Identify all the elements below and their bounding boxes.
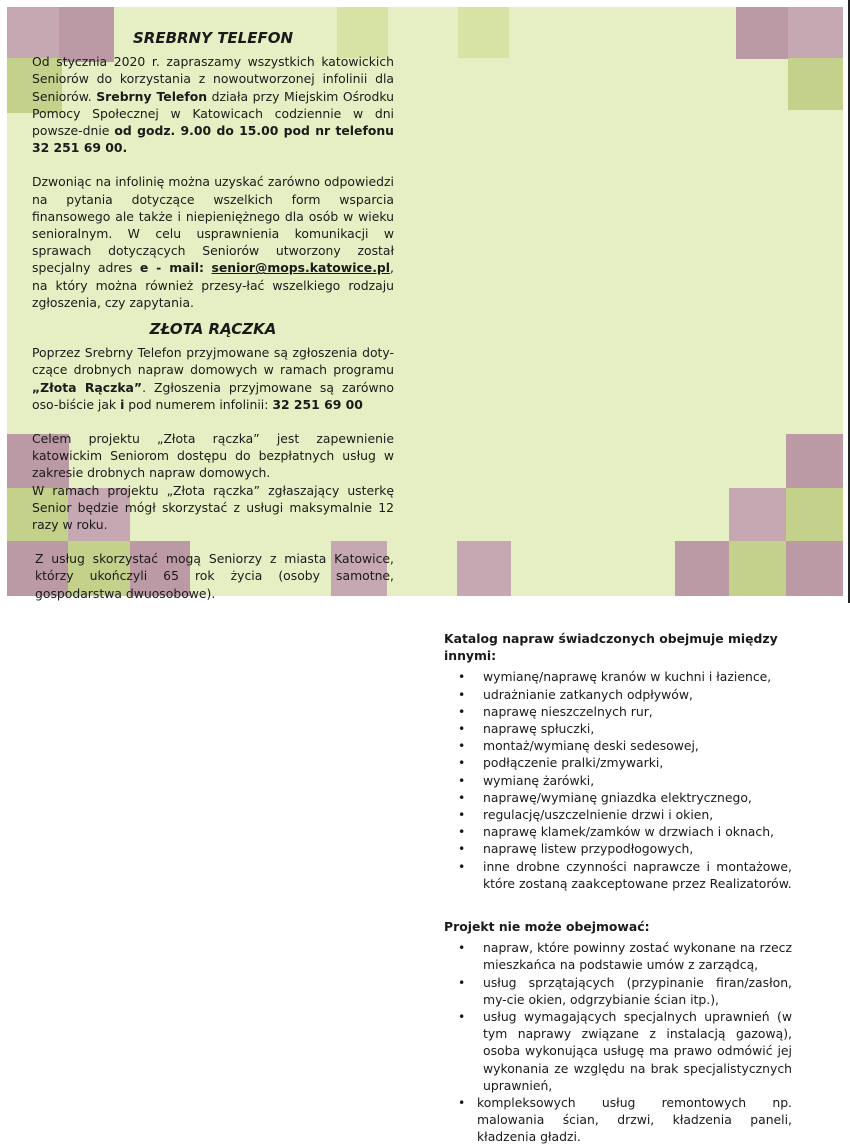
list-item — [444, 737, 792, 754]
list-repairs — [444, 668, 792, 892]
decor-square — [786, 434, 843, 488]
item-text: podłączenie pralki/zmywarki, — [483, 755, 664, 771]
bullet-icon: • — [458, 738, 466, 754]
item-text: montaż/wymianę deski sedesowej, — [483, 738, 699, 754]
right-column — [444, 630, 792, 1146]
bullet-icon: • — [458, 1094, 466, 1110]
paragraph-eligibility: Z usług skorzystać mogą Seniorzy z miasta Katowice, którzy ukończyli 65 rok życia (osoby samotne, gospodarstwa dwuosobowe). — [35, 551, 394, 601]
item-text: napraw, które powinny zostać wykonane na rzecz mieszkańca na podstawie umów z zarządcą, — [483, 940, 792, 973]
bold-text: e - mail: — [139, 260, 204, 276]
decor-square — [788, 7, 843, 59]
item-text: usług sprzątających (przypinanie firan/zasłon, my-cie okien, odgrzybianie ścian itp.), — [483, 974, 792, 1007]
list-item — [444, 939, 792, 973]
hours-phone-text: od godz. 9.00 do 15.00 pod nr telefonu 32 251 69 00. — [32, 123, 395, 156]
list-item — [444, 858, 792, 892]
item-text: naprawę klamek/zamków w drzwiach i oknach, — [483, 824, 774, 840]
item-text: naprawę/wymianę gniazdka elektrycznego, — [483, 789, 752, 805]
list-item — [444, 840, 792, 857]
bullet-icon: • — [458, 755, 466, 771]
title-srebrny-telefon: SREBRNY TELEFON — [132, 29, 294, 47]
list-item — [444, 789, 792, 806]
bullet-icon: • — [458, 974, 466, 990]
paragraph-limit: W ramach projektu „Złota rączka” zgłaszający usterkę Senior będzie mógł skorzystać z usługi maksymalnie 12 razy w roku. — [32, 482, 394, 533]
list-item — [444, 1008, 792, 1094]
heading-exclusions: Projekt nie może obejmować: — [444, 918, 650, 934]
item-text: kompleksowych usług remontowych np. malowania ścian, drzwi, kładzenia paneli, kładzenia gładzi. — [477, 1094, 792, 1145]
space — [204, 260, 212, 275]
bullet-icon: • — [458, 824, 466, 840]
text: . Zgłoszenia przyjmowane są zarówno oso-biście jak — [32, 379, 395, 412]
paragraph-infoline — [32, 173, 394, 311]
item-text: inne drobne czynności naprawcze i montażowe, które zostaną zaakceptowane przez Realizatorów. — [483, 858, 792, 891]
list-exclusions — [444, 939, 792, 1145]
bullet-icon: • — [458, 789, 466, 805]
bullet-icon: • — [458, 806, 466, 822]
list-item — [444, 703, 792, 720]
heading-catalog: Katalog napraw świadczonych obejmuje między innymi: — [444, 630, 778, 664]
left-column — [32, 30, 394, 602]
list-item — [444, 974, 792, 1008]
text: działa przy Miejskim Ośrodku Pomocy Społecznej w Katowicach codziennie w dni powsze-dnie — [32, 88, 395, 139]
decor-square — [786, 541, 843, 596]
text: Dzwoniąc na infolinię można uzyskać zarówno odpowiedzi na pytania dotyczące wszelkich form wsparcia finansowego ale także i niepieniężnego dla osób w wieku senioralnym. W celu usprawnienia komunikacji w sprawach dotyczących Seniorów utworzony został specjalny adres — [32, 174, 394, 276]
decor-square — [729, 541, 786, 596]
list-item — [444, 823, 792, 840]
list-item — [444, 806, 792, 823]
bullet-icon: • — [458, 1008, 466, 1024]
bullet-icon: • — [458, 841, 466, 857]
bold-text: „Złota Rączka” — [32, 379, 143, 395]
item-text: wymianę żarówki, — [483, 772, 595, 788]
bullet-icon: • — [458, 686, 466, 702]
text: pod numerem infolinii: — [124, 396, 273, 412]
bullet-icon: • — [458, 703, 466, 719]
item-text: naprawę spłuczki, — [483, 720, 595, 736]
decor-square — [729, 488, 786, 542]
title-zlota-raczka: ZŁOTA RĄCZKA — [149, 320, 277, 339]
bullet-icon: • — [458, 720, 466, 736]
phone-number: 32 251 69 00 — [272, 396, 363, 412]
paragraph-program — [32, 344, 394, 413]
item-text: regulację/uszczelnienie drzwi i okien, — [483, 806, 714, 822]
item-text: usług wymagających specjalnych uprawnień (w tym naprawy związane z instalacją gazową), osoba wykonująca usługę ma prawo odmówić jej wykonania ze względu na brak specjalistycznych uprawnień, — [483, 1008, 792, 1093]
item-text: naprawę listew przypodłogowych, — [483, 841, 694, 857]
bullet-icon: • — [458, 858, 466, 874]
decor-square — [736, 7, 789, 59]
decor-square — [457, 541, 511, 596]
text: , na który można również przesy-łać wszelkiego rodzaju zgłoszenia, czy zapytania. — [32, 260, 394, 310]
item-text: udrażnianie zatkanych odpływów, — [483, 686, 693, 702]
decor-square — [788, 58, 843, 110]
text: Od stycznia 2020 r. zapraszamy wszystkich katowickich Seniorów do korzystania z nowoutworzonej infolinii dla Seniorów. — [32, 54, 394, 104]
decor-square — [675, 541, 730, 596]
bold-text: i — [120, 396, 125, 412]
bold-text: Srebrny Telefon — [96, 88, 208, 104]
list-item — [444, 686, 792, 703]
decor-square — [458, 7, 509, 58]
list-item — [444, 1094, 792, 1146]
decor-square — [786, 488, 843, 542]
email-link[interactable]: senior@mops.katowice.pl — [211, 260, 391, 276]
bullet-icon: • — [458, 772, 466, 788]
item-text: wymianę/naprawę kranów w kuchni i łazience, — [483, 669, 772, 685]
paragraph-goal: Celem projektu „Złota rączka” jest zapewnienie katowickim Seniorom dostępu do bezpłatnych usług w zakresie drobnych napraw domowych. — [32, 431, 394, 481]
item-text: naprawę nieszczelnych rur, — [483, 703, 653, 719]
text: Poprzez Srebrny Telefon przyjmowane są zgłoszenia doty-czące drobnych napraw domowych w ramach programu — [32, 345, 394, 378]
list-item — [444, 668, 792, 685]
bullet-icon: • — [458, 669, 466, 685]
paragraph-intro — [32, 53, 394, 156]
list-item — [444, 754, 792, 771]
list-item — [444, 720, 792, 737]
bullet-icon: • — [458, 940, 466, 956]
list-item — [444, 772, 792, 789]
